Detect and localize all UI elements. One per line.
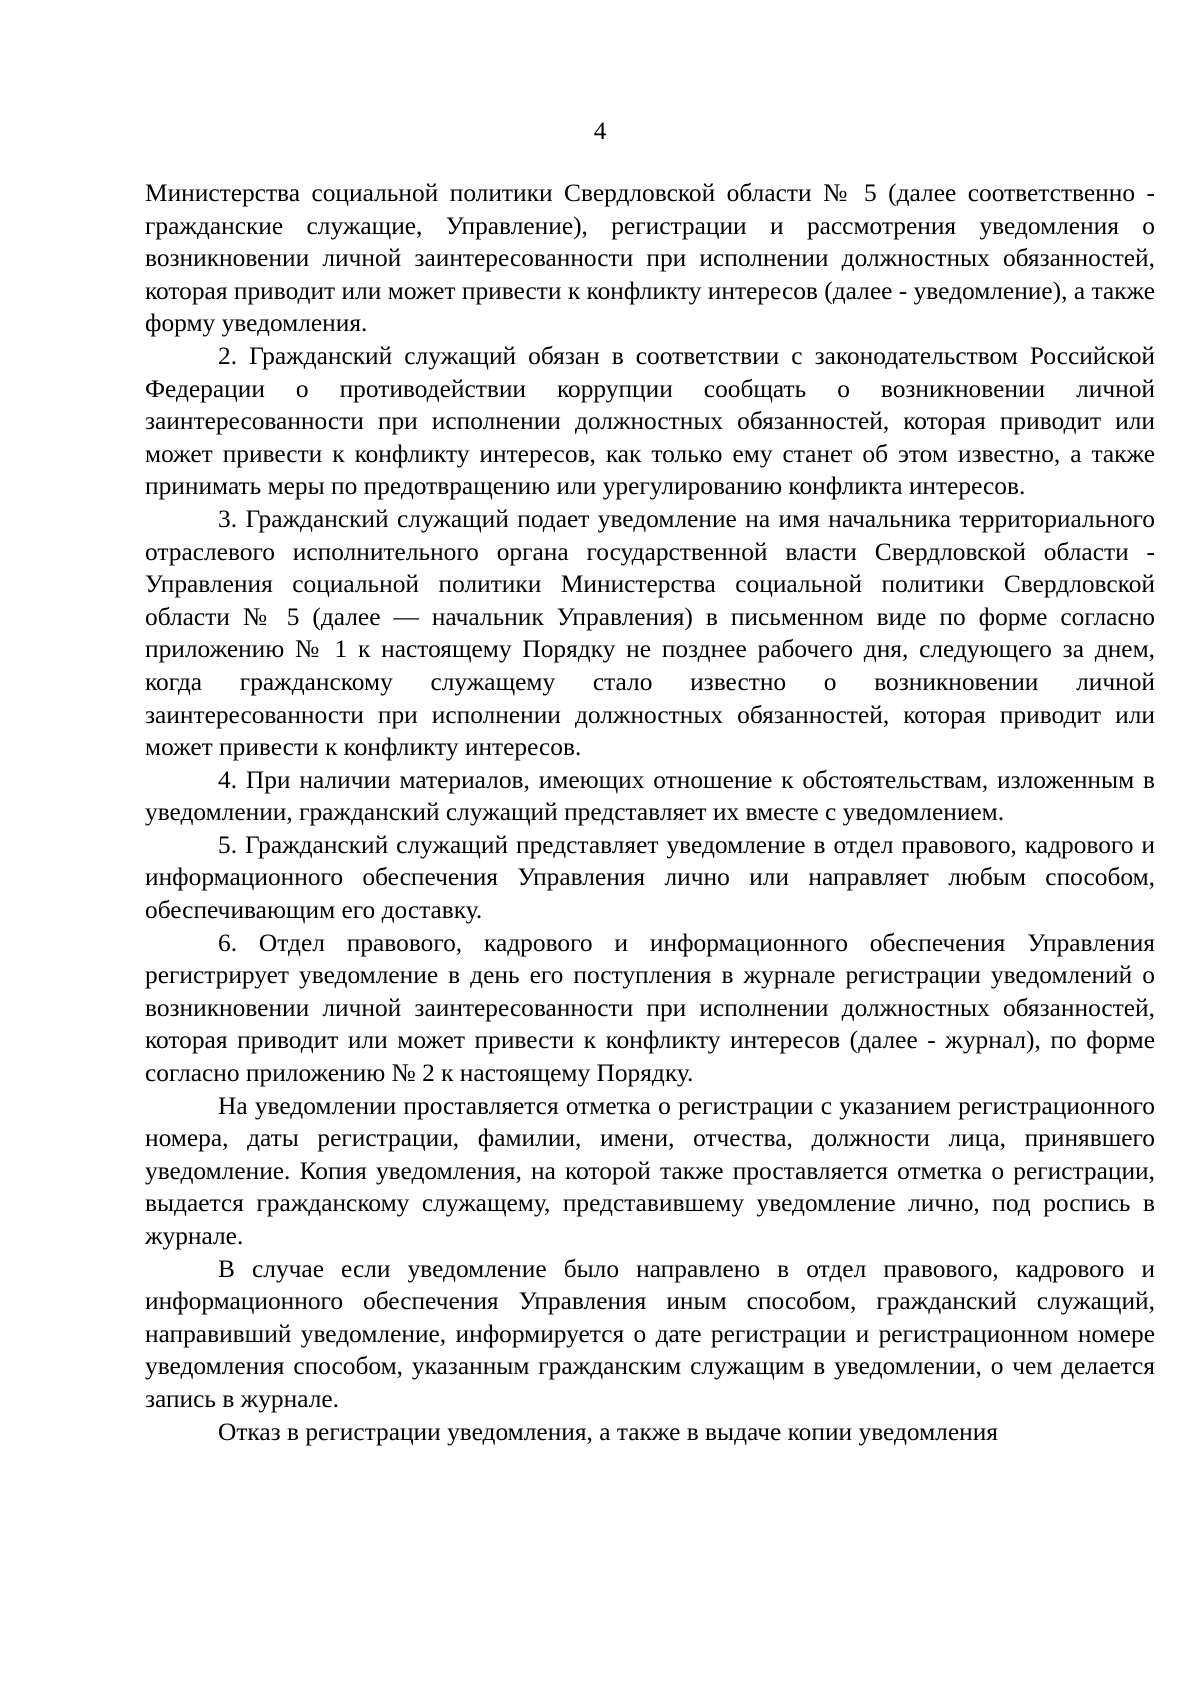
paragraph-item-3: 3. Гражданский служащий подает уведомление на имя начальника территориального отраслевого исполнительного органа государственной власти Свердловской области - Управления социальной политики Министерства социальной политики Свердловской области № 5 (далее — начальник Управления) в письменном виде по форме согласно приложению № 1 к настоящему Порядку не позднее рабочего дня, следующего за днем, когда гражданскому служащему стало известно о возникновении личной заинтересованности при исполнении должностных обязанностей, которая приводит или может привести к конфликту интересов. [145, 504, 1155, 762]
paragraph-registration-mark: На уведомлении проставляется отметка о регистрации с указанием регистрационного номера, даты регистрации, фамилии, имени, отчества, должности лица, принявшего уведомление. Копия уведомления, на которой также проставляется отметка о регистрации, выдается гражданскому служащему, представившему уведомление лично, под роспись в журнале. [145, 1091, 1155, 1250]
page-number: 4 [593, 118, 607, 145]
paragraph-item-2: 2. Гражданский служащий обязан в соответствии с законодательством Российской Федерации о противодействии коррупции сообщать о возникновении личной заинтересованности при исполнении должностных обязанностей, которая приводит или может привести к конфликту интересов, как только ему станет об этом известно, а также принимать меры по предотвращению или урегулированию конфликта интересов. [145, 341, 1155, 501]
paragraph-item-4: 4. При наличии материалов, имеющих отношение к обстоятельствам, изложенным в уведомлении, гражданский служащий представляет их вместе с уведомлением. [145, 765, 1155, 827]
paragraph-other-delivery: В случае если уведомление было направлено в отдел правового, кадрового и информационного обеспечения Управления иным способом, гражданский служащий, направивший уведомление, информируется о дате регистрации и регистрационном номере уведомления способом, указанным гражданским служащим в уведомлении, о чем делается запись в журнале. [145, 1254, 1155, 1413]
paragraph-item-6: 6. Отдел правового, кадрового и информационного обеспечения Управления регистрирует уведомление в день его поступления в журнале регистрации уведомлений о возникновении личной заинтересованности при исполнении должностных обязанностей, которая приводит или может привести к конфликту интересов (далее - журнал), по форме согласно приложению № 2 к настоящему Порядку. [145, 928, 1155, 1088]
paragraph-refusal: Отказ в регистрации уведомления, а также в выдаче копии уведомления [218, 1417, 998, 1446]
paragraph-continuation: Министерства социальной политики Свердловской области № 5 (далее соответственно - гражданские служащие, Управление), регистрации и рассмотрения уведомления о возникновении личной заинтересованности при исполнении должностных обязанностей, которая приводит или может привести к конфликту интересов (далее - уведомление), а также форму уведомления. [145, 179, 1155, 338]
paragraph-item-5: 5. Гражданский служащий представляет уведомление в отдел правового, кадрового и информационного обеспечения Управления лично или направляет любым способом, обеспечивающим его доставку. [145, 830, 1155, 925]
document-body [145, 177, 1155, 1448]
